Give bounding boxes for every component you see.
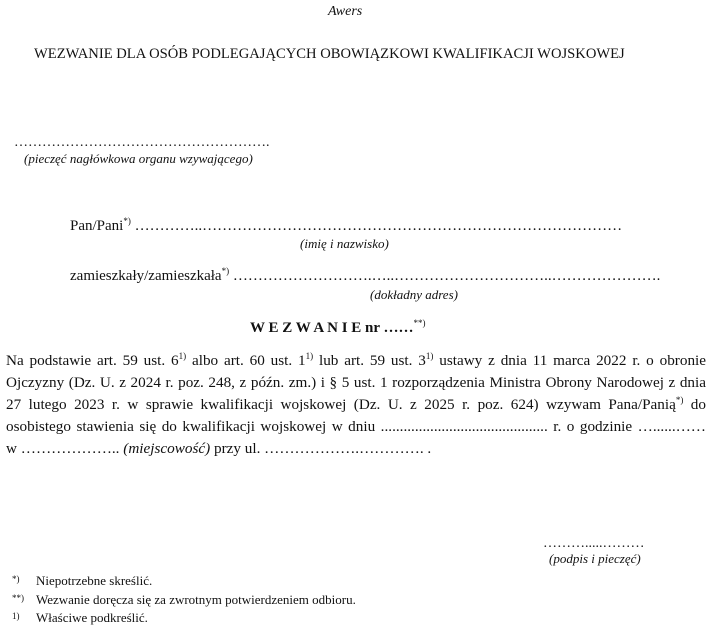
line5-part-a: w ………………..	[6, 440, 124, 457]
signature-caption: (podpis i pieczęć)	[549, 551, 641, 566]
paragraph-line-3	[6, 394, 706, 416]
signature-dots: ……….....………	[543, 536, 645, 551]
main-title: WEZWANIE DLA OSÓB PODLEGAJĄCYCH OBOWIĄZKOWI KWALIFIKACJI WOJSKOWEJ	[34, 46, 625, 62]
address-dots: ……………………….…..…………………………..………………….	[229, 268, 661, 284]
footnote-1: *) Niepotrzebne skreślić.	[12, 573, 153, 588]
footnote-3-text: Właściwe podkreślić.	[36, 610, 148, 625]
addressee-dots: …………..…………………………………………………………………………	[130, 218, 623, 234]
stamp-dots: ……………………………………………….	[14, 135, 270, 150]
footnote-1-text: Niepotrzebne skreślić.	[36, 573, 153, 588]
addressee-line	[70, 218, 622, 235]
name-caption: (imię i nazwisko)	[300, 236, 389, 251]
paragraph-line-2: Ojczyzny (Dz. U. z 2024 r. poz. 248, z późn. zm.) i § 5 ust. 1 rozporządzenia Ministra Obrony Narodowej z dnia	[6, 374, 706, 391]
line3-part-b: do	[683, 396, 706, 413]
address-caption: (dokładny adres)	[370, 287, 458, 302]
line5-part-b: przy ul. ……………….…………. .	[210, 440, 432, 457]
line3-part-a: 27 lutego 2023 r. w sprawie kwalifikacji wojskowej (Dz. U. z 2025 r. poz. 624) wzywam Pana/Panią	[6, 396, 676, 413]
footnote-2-text: Wezwanie doręcza się za zwrotnym potwierdzeniem odbioru.	[36, 592, 356, 607]
line1-sup-2: 1)	[305, 350, 314, 361]
footnote-2: **) Wezwanie doręcza się za zwrotnym potwierdzeniem odbioru.	[12, 592, 356, 607]
line1-part-b: albo art. 60 ust. 1	[186, 352, 306, 369]
summons-footnote-mark: **)	[413, 318, 426, 328]
header-label: Awers	[328, 4, 363, 19]
stamp-caption: (pieczęć nagłówkowa organu wzywającego)	[24, 151, 253, 166]
addressee-footnote-mark: *)	[123, 216, 131, 226]
address-line	[70, 268, 660, 285]
line5-place-caption: (miejscowość)	[123, 440, 211, 457]
line1-part-c: lub art. 59 ust. 3	[313, 352, 426, 369]
line1-part-d: ustawy z dnia 11 marca 2022 r. o obronie	[433, 352, 707, 369]
paragraph-line-4: osobistego stawienia się do kwalifikacji wojskowej w dniu ............................................ r. o godzinie …......……	[6, 418, 706, 435]
footnote-3: 1) Właściwe podkreślić.	[12, 610, 148, 625]
address-footnote-mark: *)	[221, 266, 230, 276]
line1-part-a: Na podstawie art. 59 ust. 6	[6, 352, 179, 369]
address-label: zamieszkały/zamieszkała	[70, 268, 222, 284]
paragraph-line-5	[6, 438, 431, 460]
line1-sup-3: 1)	[425, 350, 434, 361]
addressee-label: Pan/Pani	[70, 218, 124, 234]
paragraph-line-1	[6, 350, 706, 372]
summons-title	[250, 320, 426, 337]
line1-sup-1: 1)	[178, 350, 187, 361]
line3-sup: *)	[675, 394, 684, 405]
summons-title-text: W E Z W A N I E nr ……	[250, 320, 414, 336]
